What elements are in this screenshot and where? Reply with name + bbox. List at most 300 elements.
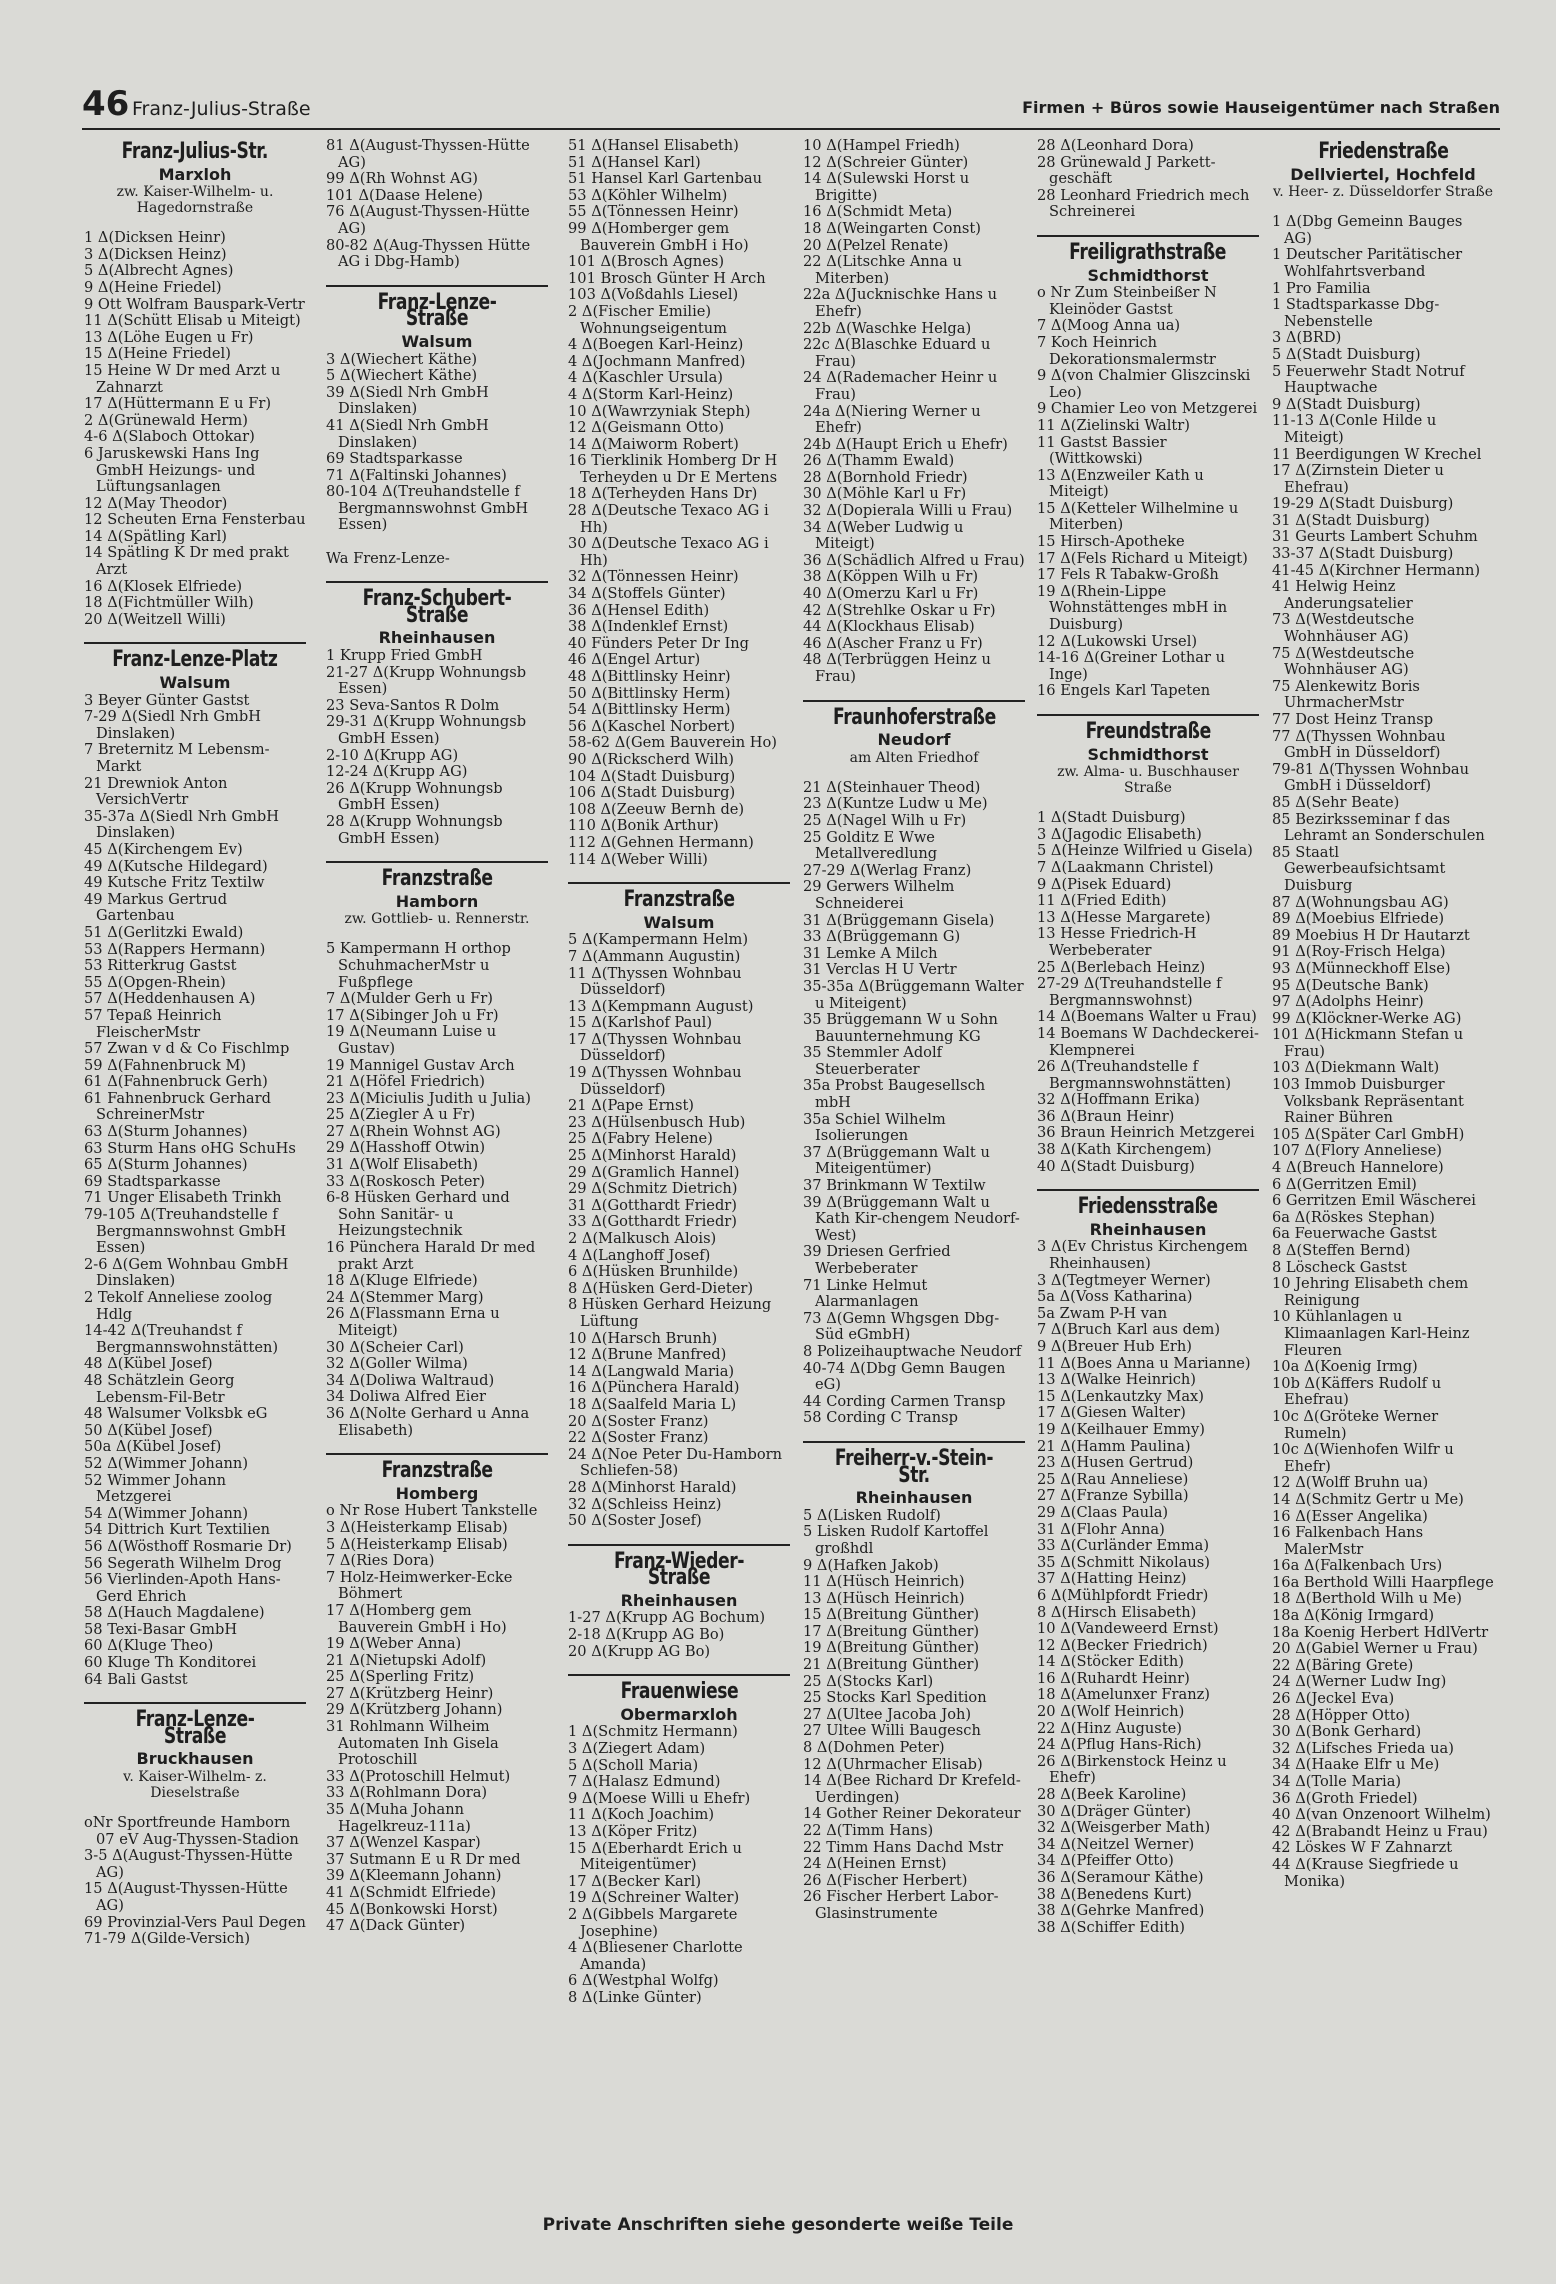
address-entry: 58 Texi-Basar GmbH — [84, 1620, 238, 1638]
address-entry: 22 Δ(Litschke Anna u Miterben) — [803, 253, 962, 287]
address-entry: 14 Boemans W Dachdeckerei-Klempnerei — [1037, 1024, 1259, 1059]
address-entry: 36 Δ(Groth Friedel) — [1272, 1789, 1418, 1807]
address-entry: 4 Δ(Breuch Hannelore) — [1272, 1159, 1444, 1177]
address-entry: 76 Δ(August-Thyssen-Hütte AG) — [326, 203, 530, 237]
address-entry: 32 Δ(Goller Wilma) — [326, 1355, 468, 1373]
address-entry: 12 Δ(Becker Friedrich) — [1037, 1636, 1208, 1654]
address-entry: 49 Δ(Kutsche Hildegard) — [84, 857, 268, 875]
address-entry: 6a Feuerwache Gastst — [1272, 1225, 1437, 1243]
address-entry: 3-5 Δ(August-Thyssen-Hütte AG) — [84, 1847, 293, 1881]
address-entry: 2 Δ(Malkusch Alois) — [568, 1230, 717, 1247]
address-entry: 34 Δ(Weber Ludwig u Miteigt) — [803, 518, 964, 553]
address-entry: 5 Δ(Wiechert Käthe) — [326, 367, 478, 385]
address-entry: 16 Δ(Schmidt Meta) — [803, 203, 953, 221]
street-heading — [84, 642, 306, 671]
address-entry: 15 Δ(Lenkautzky Max) — [1037, 1387, 1204, 1405]
address-entry: 77 Dost Heinz Transp — [1272, 711, 1434, 728]
address-entry: 21 Δ(Pape Ernst) — [568, 1097, 694, 1115]
address-entry: 107 Δ(Flory Anneliese) — [1272, 1142, 1442, 1160]
address-entry: 61 Fahnenbruck Gerhard SchreinerMstr — [84, 1089, 271, 1124]
address-entry: 5 Δ(Heinze Wilfried u Gisela) — [1037, 842, 1253, 860]
address-entry: 69 Stadtsparkasse — [326, 450, 463, 468]
street-name: Franz-Lenze-Platz — [112, 647, 278, 673]
address-entry: 26 Fischer Herbert Labor-Glasinstrumente — [803, 1888, 999, 1922]
address-entry: 3 Δ(Ziegert Adam) — [568, 1740, 706, 1758]
address-entry: 20 Δ(Weitzell Willi) — [84, 610, 226, 628]
address-entry: 91 Δ(Roy-Frisch Helga) — [1272, 943, 1446, 961]
street-range: v. Heer- z. Düsseldorfer Straße — [1272, 184, 1494, 201]
address-entry: 5 Δ(Albrecht Agnes) — [84, 262, 234, 280]
address-entry: 46 Δ(Engel Artur) — [568, 651, 701, 669]
address-entry: 40-74 Δ(Dbg Gemn Baugen eG) — [803, 1359, 1006, 1394]
address-entry: 49 Markus Gertrud Gartenbau — [84, 890, 228, 925]
address-entry: 1 Deutscher Paritätischer Wohlfahrtsverband — [1272, 246, 1463, 280]
address-entry: 4 Δ(Storm Karl-Heinz) — [568, 385, 734, 403]
address-entry: 44 Δ(Klockhaus Elisab) — [803, 618, 975, 636]
district-name: Schmidthorst — [1087, 265, 1209, 285]
address-entry: 17 Δ(Fels Richard u Miteigt) — [1037, 549, 1248, 567]
address-entry: 21 Δ(Hamm Paulina) — [1037, 1437, 1191, 1455]
address-entry: 6-8 Hüsken Gerhard und Sohn Sanitär- u Heizungstechnik — [326, 1189, 510, 1240]
address-entry: 7 Δ(Mulder Gerh u Fr) — [326, 990, 493, 1008]
address-entry: 18a Δ(König Irmgard) — [1272, 1607, 1435, 1625]
address-entry: 20 Δ(Gabiel Werner u Frau) — [1272, 1640, 1478, 1658]
address-entry: 101 Δ(Hickmann Stefan u Frau) — [1272, 1026, 1464, 1060]
address-entry: 40 Δ(Omerzu Karl u Fr) — [803, 585, 979, 603]
address-entry: 14 Δ(Bee Richard Dr Krefeld-Uerdingen) — [803, 1772, 1021, 1806]
address-entry: 51 Δ(Gerlitzki Ewald) — [84, 923, 244, 941]
address-entry: 22b Δ(Waschke Helga) — [803, 319, 972, 337]
district-name: Obermarxloh — [620, 1704, 738, 1724]
address-entry: 11 Δ(Hüsch Heinrich) — [803, 1573, 965, 1591]
address-entry: o Nr Rose Hubert Tankstelle — [326, 1502, 538, 1520]
address-entry: 3 Δ(BRD) — [1272, 329, 1342, 347]
address-entry: 89 Moebius H Dr Hautarzt — [1272, 926, 1470, 944]
address-entry: 30 Δ(Scheier Carl) — [326, 1338, 464, 1356]
district-name: Walsum — [401, 331, 473, 351]
address-entry: 37 Brinkmann W Textilw — [803, 1177, 986, 1195]
address-entry: 9 Δ(von Chalmier Gliszcinski Leo) — [1037, 367, 1251, 401]
address-entry: 21 Drewniok Anton VersichVertr — [84, 774, 228, 809]
address-entry: 12 Δ(Uhrmacher Elisab) — [803, 1755, 983, 1773]
address-entry: 8 Δ(Steffen Bernd) — [1272, 1242, 1411, 1259]
address-entry: 42 Δ(Brabandt Heinz u Frau) — [1272, 1822, 1488, 1840]
address-entry: 10a Δ(Koenig Irmg) — [1272, 1358, 1418, 1376]
address-entry: 24 Δ(Noe Peter Du-Hamborn Schliefen-58) — [568, 1445, 782, 1480]
address-entry: 15 Δ(Heine Friedel) — [84, 345, 231, 363]
address-entry: 35a Schiel Wilhelm Isolierungen — [803, 1110, 946, 1145]
address-entry: 6 Gerritzen Emil Wäscherei — [1272, 1192, 1476, 1210]
address-entry: 31 Rohlmann Wilheim Automaten Inh Gisela Protoschill — [326, 1718, 499, 1769]
address-entry: 11-13 Δ(Conle Hilde u Miteigt) — [1272, 412, 1437, 446]
address-entry: 71 Δ(Faltinski Johannes) — [326, 466, 507, 484]
address-entry: 16 Pünchera Harald Dr med prakt Arzt — [326, 1239, 536, 1273]
address-entry: 65 Δ(Sturm Johannes) — [84, 1156, 248, 1174]
column-5 — [1037, 138, 1259, 1936]
address-entry: 11 Δ(Fried Edith) — [1037, 892, 1167, 910]
address-entry: 108 Δ(Zeeuw Bernh de) — [568, 800, 745, 818]
address-entry: Wa Frenz-Lenze- — [326, 549, 450, 567]
address-entry: 63 Sturm Hans oHG SchuHs — [84, 1139, 296, 1157]
address-entry: 50 Δ(Bittlinsky Herm) — [568, 684, 731, 702]
address-entry: 35a Probst Baugesellsch mbH — [803, 1077, 986, 1112]
address-entry: 31 Δ(Flohr Anna) — [1037, 1520, 1165, 1538]
address-entry: 31 Δ(Gotthardt Friedr) — [568, 1196, 737, 1214]
address-entry: 12 Δ(Schreier Günter) — [803, 153, 969, 171]
address-entry: 29 Δ(Schmitz Dietrich) — [568, 1180, 738, 1198]
address-entry: 7 Holz-Heimwerker-Ecke Böhmert — [326, 1568, 513, 1603]
address-entry: 104 Δ(Stadt Duisburg) — [568, 767, 736, 785]
address-entry: 49 Kutsche Fritz Textilw — [84, 874, 265, 892]
address-entry: 8 Δ(Hirsch Elisabeth) — [1037, 1603, 1197, 1621]
address-entry: 33 Δ(Rohlmann Dora) — [326, 1784, 488, 1802]
address-entry: 35 Δ(Muha Johann Hagelkreuz-111a) — [326, 1801, 471, 1835]
address-entry: 4 Δ(Kaschler Ursula) — [568, 369, 723, 387]
district-name: Rheinhausen — [620, 1590, 738, 1610]
district-name: Bruckhausen — [136, 1749, 254, 1769]
street-name: Fraunhoferstraße — [832, 704, 996, 730]
address-entry: 54 Δ(Bittlinsky Herm) — [568, 701, 731, 719]
street-range: zw. Alma- u. Buschhauser Straße — [1057, 764, 1239, 797]
address-entry: 22a Δ(Jucknischke Hans u Ehefr) — [803, 286, 998, 320]
address-entry: 38 Δ(Köppen Wilh u Fr) — [803, 568, 979, 586]
address-entry: 2 Δ(Fischer Emilie) Wohnungseigentum — [568, 302, 728, 337]
address-entry: 31 Δ(Stadt Duisburg) — [1272, 511, 1430, 529]
street-heading — [326, 581, 548, 626]
address-entry: 8 Hüsken Gerhard Heizung Lüftung — [568, 1296, 772, 1330]
street-heading — [568, 882, 790, 911]
address-entry: 29 Δ(Claas Paula) — [1037, 1503, 1169, 1521]
address-entry: 21 Δ(Nietupski Adolf) — [326, 1651, 487, 1669]
address-entry: 93 Δ(Münneckhoff Else) — [1272, 959, 1451, 977]
address-entry: 16 Engels Karl Tapeten — [1037, 682, 1211, 700]
address-entry: 7 Δ(Ammann Augustin) — [568, 947, 741, 965]
address-entry: 17 Δ(Hüttermann E u Fr) — [84, 395, 272, 413]
address-entry: 79-105 Δ(Treuhandstelle f Bergmannswohnst GmbH Essen) — [84, 1206, 287, 1257]
address-entry: 103 Δ(Voßdahls Liesel) — [568, 286, 739, 304]
address-entry: 50 Δ(Soster Josef) — [568, 1512, 702, 1530]
address-entry: 28 Δ(Minhorst Harald) — [568, 1478, 737, 1496]
address-entry: 25 Δ(Stocks Karl) — [803, 1672, 934, 1690]
address-entry: 10 Δ(Wawrzyniak Steph) — [568, 402, 751, 420]
address-entry: 85 Staatl Gewerbeaufsichtsamt Duisburg — [1272, 843, 1446, 894]
address-entry: 5a Δ(Voss Katharina) — [1037, 1288, 1193, 1306]
address-entry: 10 Δ(Vandeweerd Ernst) — [1037, 1620, 1219, 1638]
address-entry: 75 Δ(Westdeutsche Wohnhäuser AG) — [1272, 644, 1415, 679]
address-entry: 36 Braun Heinrich Metzgerei — [1037, 1124, 1255, 1142]
address-entry: 14 Δ(Schmitz Gertr u Me) — [1272, 1490, 1464, 1508]
address-entry: 33 Δ(Protoschill Helmut) — [326, 1767, 511, 1785]
street-name: Friedenstraße — [1317, 139, 1449, 164]
address-entry: 103 Immob Duisburger Volksbank Repräsentant Rainer Bühren — [1272, 1076, 1464, 1127]
address-entry: 26 Δ(Fischer Herbert) — [803, 1871, 968, 1889]
address-entry: 9 Δ(Hafken Jakob) — [803, 1556, 939, 1574]
address-entry: 16 Δ(Pünchera Harald) — [568, 1379, 740, 1397]
street-name: Freundstraße — [1085, 719, 1211, 744]
address-entry: 7 Koch Heinrich Dekorationsmalermstr — [1037, 333, 1216, 368]
district-name: Walsum — [159, 673, 231, 693]
address-entry: 16 Δ(Ruhardt Heinr) — [1037, 1669, 1190, 1687]
address-entry: 23 Δ(Husen Gertrud) — [1037, 1454, 1194, 1472]
address-entry: 15 Δ(Breitung Günther) — [803, 1606, 980, 1624]
address-entry: 5 Lisken Rudolf Kartoffel großhdl — [803, 1523, 989, 1557]
address-entry: 14 Spätling K Dr med prakt Arzt — [84, 544, 289, 579]
address-entry: oNr Sportfreunde Hamborn 07 eV Aug-Thyssen-Stadion — [84, 1814, 299, 1848]
address-entry: 30 Δ(Deutsche Texaco AG i Hh) — [568, 535, 769, 569]
address-entry: 13 Hesse Friedrich-H Werbeberater — [1037, 925, 1197, 959]
address-entry: 46 Δ(Ascher Franz u Fr) — [803, 634, 983, 652]
address-entry: 33 Δ(Brüggemann G) — [803, 928, 961, 946]
address-entry: 26 Δ(Krupp Wohnungsb GmbH Essen) — [326, 779, 503, 814]
address-entry: 52 Δ(Wimmer Johann) — [84, 1454, 249, 1472]
address-entry: 38 Δ(Kath Kirchengem) — [1037, 1141, 1212, 1159]
address-entry: 39 Δ(Kleemann Johann) — [326, 1867, 502, 1885]
street-heading — [326, 861, 548, 890]
address-entry: 16a Δ(Falkenbach Urs) — [1272, 1557, 1443, 1575]
address-entry: 14 Δ(Boemans Walter u Frau) — [1037, 1008, 1257, 1026]
address-entry: 7 Δ(Bruch Karl aus dem) — [1037, 1321, 1221, 1339]
address-entry: 40 Δ(van Onzenoort Wilhelm) — [1272, 1806, 1491, 1824]
column-6 — [1272, 138, 1494, 1890]
district-name: Homberg — [395, 1483, 479, 1503]
address-entry: 32 Δ(Schleiss Heinz) — [568, 1495, 722, 1513]
address-entry: 14 Δ(Langwald Maria) — [568, 1362, 735, 1380]
address-entry: 89 Δ(Moebius Elfriede) — [1272, 910, 1445, 928]
address-entry: 16 Δ(Esser Angelika) — [1272, 1507, 1428, 1525]
address-entry: o Nr Zum Steinbeißer N Kleinöder Gastst — [1037, 284, 1217, 318]
address-entry: 85 Δ(Sehr Beate) — [1272, 793, 1400, 811]
address-entry: 7 Δ(Laakmann Christel) — [1037, 858, 1214, 876]
address-entry: 39 Driesen Gerfried Werbeberater — [803, 1243, 951, 1277]
address-entry: 97 Δ(Adolphs Heinr) — [1272, 993, 1424, 1011]
address-entry: 17 Fels R Tabakw-Großh — [1037, 566, 1219, 584]
address-entry: 80-82 Δ(Aug-Thyssen Hütte AG i Dbg-Hamb) — [326, 236, 531, 271]
address-entry: 51 Δ(Hansel Karl) — [568, 153, 701, 171]
address-entry: 15 Hirsch-Apotheke — [1037, 533, 1185, 551]
address-entry: 44 Cording Carmen Transp — [803, 1392, 1006, 1410]
address-entry: 18 Δ(Fichtmüller Wilh) — [84, 594, 254, 612]
address-entry: 34 Δ(Neitzel Werner) — [1037, 1835, 1195, 1853]
address-entry: 22 Δ(Bäring Grete) — [1272, 1656, 1414, 1674]
address-entry: 29 Δ(Hasshoff Otwin) — [326, 1139, 486, 1157]
address-entry: 4 Δ(Bliesener Charlotte Amanda) — [568, 1939, 743, 1973]
address-entry: 73 Δ(Westdeutsche Wohnhäuser AG) — [1272, 611, 1415, 646]
address-entry: 13 Δ(Walke Heinrich) — [1037, 1371, 1196, 1389]
address-entry: 87 Δ(Wohnungsbau AG) — [1272, 893, 1449, 911]
address-entry: 25 Golditz E Wwe Metallveredlung — [803, 828, 938, 863]
address-entry: 2-6 Δ(Gem Wohnbau GmbH Dinslaken) — [84, 1255, 289, 1290]
address-entry: 10 Kühlanlagen u Klimaanlagen Karl-Heinz Fleuren — [1272, 1308, 1470, 1359]
address-entry: 19 Δ(Neumann Luise u Gustav) — [326, 1023, 497, 1057]
address-entry: 37 Δ(Wenzel Kaspar) — [326, 1834, 481, 1852]
address-entry: 34 Δ(Pfeiffer Otto) — [1037, 1852, 1174, 1870]
address-entry: 37 Sutmann E u R Dr med — [326, 1850, 521, 1868]
address-entry: 7 Δ(Moog Anna ua) — [1037, 317, 1181, 335]
address-entry: 28 Δ(Beek Karoline) — [1037, 1786, 1187, 1804]
address-entry: 106 Δ(Stadt Duisburg) — [568, 784, 736, 802]
address-entry: 48 Δ(Kübel Josef) — [84, 1355, 213, 1373]
address-entry: 27 Δ(Ultee Jacoba Joh) — [803, 1705, 972, 1723]
address-entry: 14 Δ(Maiworm Robert) — [568, 435, 739, 453]
address-entry: 9 Chamier Leo von Metzgerei — [1037, 400, 1258, 418]
address-entry: 9 Δ(Heine Friedel) — [84, 278, 222, 296]
address-entry: 25 Δ(Sperling Fritz) — [326, 1668, 475, 1686]
address-entry: 16 Tierklinik Homberg Dr H Terheyden u Dr E Mertens — [568, 452, 778, 486]
address-entry: 53 Δ(Köhler Wilhelm) — [568, 186, 728, 204]
address-entry: 35 Stemmler Adolf Steuerberater — [803, 1044, 943, 1078]
address-entry: 28 Grünewald J Parkett-geschäft — [1037, 153, 1216, 188]
address-entry: 4 Δ(Langhoff Josef) — [568, 1246, 711, 1264]
address-entry: 56 Δ(Wösthoff Rosmarie Dr) — [84, 1537, 292, 1555]
address-entry: 9 Δ(Breuer Hub Erh) — [1037, 1338, 1192, 1355]
address-entry: 99 Δ(Klöckner-Werke AG) — [1272, 1009, 1462, 1027]
address-entry: 14 Gother Reiner Dekorateur — [803, 1805, 1021, 1823]
address-entry: 12 Δ(Geismann Otto) — [568, 419, 725, 437]
address-entry: 7-29 Δ(Siedl Nrh GmbH Dinslaken) — [84, 708, 261, 742]
address-entry: 12 Δ(Lukowski Ursel) — [1037, 632, 1198, 650]
address-entry: 11 Δ(Thyssen Wohnbau Düsseldorf) — [568, 964, 742, 999]
address-entry: 19 Δ(Thyssen Wohnbau Düsseldorf) — [568, 1064, 742, 1098]
address-entry: 22 Δ(Timm Hans) — [803, 1822, 934, 1839]
address-entry: 7 Breternitz M Lebensm-Markt — [84, 741, 270, 775]
address-entry: 18 Δ(Kluge Elfriede) — [326, 1272, 478, 1290]
address-entry: 18 Δ(Saalfeld Maria L) — [568, 1395, 737, 1413]
street-heading — [568, 1674, 790, 1703]
address-entry: 1 Pro Familia — [1272, 279, 1371, 297]
address-entry: 28 Δ(Deutsche Texaco AG i Hh) — [568, 502, 769, 536]
address-entry: 36 Δ(Nolte Gerhard u Anna Elisabeth) — [326, 1404, 530, 1439]
address-entry: 10 Δ(Hampel Friedh) — [803, 137, 960, 154]
address-entry: 11 Δ(Boes Anna u Marianne) — [1037, 1354, 1251, 1372]
address-entry: 19 Δ(Rhein-Lippe Wohnstättenges mbH in Duisburg) — [1037, 582, 1228, 634]
street-name: Freiligrathstraße — [1069, 239, 1227, 265]
page-number: 46 — [82, 84, 130, 124]
street-range: zw. Kaiser-Wilhelm- u. Hagedornstraße — [116, 184, 274, 217]
address-entry: 101 Δ(Brosch Agnes) — [568, 253, 725, 271]
column-1 — [84, 138, 306, 1948]
address-entry: 85 Bezirksseminar f das Lehramt an Sonderschulen — [1272, 810, 1485, 845]
address-entry: 29 Δ(Krützberg Johann) — [326, 1701, 503, 1719]
address-entry: 56 Segerath Wilhelm Drog — [84, 1554, 282, 1572]
address-entry: 64 Bali Gastst — [84, 1670, 188, 1688]
address-entry: 42 Löskes W F Zahnarzt — [1272, 1839, 1453, 1857]
address-entry: 1-27 Δ(Krupp AG Bochum) — [568, 1609, 766, 1627]
address-entry: 34 Δ(Haake Elfr u Me) — [1272, 1756, 1440, 1774]
address-entry: 10 Δ(Harsch Brunh) — [568, 1329, 718, 1347]
address-entry: 58 Δ(Hauch Magdalene) — [84, 1604, 265, 1622]
address-entry: 17 Δ(Becker Karl) — [568, 1872, 702, 1890]
address-entry: 15 Δ(Karlshof Paul) — [568, 1014, 713, 1032]
address-entry: 6 Δ(Gerritzen Emil) — [1272, 1175, 1417, 1193]
street-range: v. Kaiser-Wilhelm- z. Dieselstraße — [123, 1769, 267, 1802]
address-entry: 101 Δ(Daase Helene) — [326, 186, 483, 204]
address-entry: 24 Δ(Stemmer Marg) — [326, 1288, 484, 1306]
address-entry: 21 Δ(Steinhauer Theod) — [803, 778, 981, 796]
address-entry: 54 Δ(Wimmer Johann) — [84, 1504, 249, 1522]
street-name: Franz-Lenze-Straße — [377, 289, 497, 332]
address-entry: 99 Δ(Homberger gem Bauverein GmbH i Ho) — [568, 219, 749, 254]
address-entry: 14 Δ(Stöcker Edith) — [1037, 1653, 1184, 1671]
address-entry: 71-79 Δ(Gilde-Versich) — [84, 1930, 251, 1948]
address-entry: 25 Δ(Ziegler A u Fr) — [326, 1106, 476, 1124]
street-heading — [84, 139, 306, 164]
address-entry: 24a Δ(Niering Werner u Ehefr) — [803, 402, 981, 437]
address-entry: 35-35a Δ(Brüggemann Walter u Miteigent) — [803, 977, 1024, 1012]
street-heading — [1037, 235, 1259, 264]
address-entry: 19-29 Δ(Stadt Duisburg) — [1272, 495, 1454, 513]
street-range: zw. Gottlieb- u. Rennerstr. — [344, 911, 530, 928]
address-entry: 15 Heine W Dr med Arzt u Zahnarzt — [84, 361, 281, 396]
address-entry: 16a Berthold Willi Haarpflege — [1272, 1573, 1494, 1591]
address-entry: 6 Δ(Mühlpfordt Friedr) — [1037, 1586, 1209, 1604]
address-entry: 103 Δ(Diekmann Walt) — [1272, 1059, 1440, 1077]
address-entry: 11 Gastst Bassier (Wittkowski) — [1037, 433, 1167, 468]
district-name: Hamborn — [395, 891, 479, 911]
address-entry: 59 Δ(Fahnenbruck M) — [84, 1056, 247, 1074]
address-entry: 24 Δ(Werner Ludw Ing) — [1272, 1673, 1447, 1691]
address-entry: 32 Δ(Lifsches Frieda ua) — [1272, 1739, 1454, 1757]
address-entry: 41 Helwig Heinz Anderungsatelier — [1272, 578, 1413, 612]
address-entry: 45 Δ(Bonkowski Horst) — [326, 1900, 498, 1918]
address-entry: 57 Zwan v d & Co Fischlmp — [84, 1040, 290, 1058]
address-entry: 42 Δ(Strehlke Oskar u Fr) — [803, 601, 996, 619]
street-name: Franzstraße — [381, 1458, 493, 1484]
address-entry: 22 Δ(Soster Franz) — [568, 1429, 709, 1447]
address-entry: 25 Δ(Minhorst Harald) — [568, 1147, 737, 1165]
address-entry: 51 Hansel Karl Gartenbau — [568, 170, 763, 188]
address-entry: 14 Δ(Spätling Karl) — [84, 527, 228, 545]
address-entry: 56 Vierlinden-Apoth Hans-Gerd Ehrich — [84, 1571, 281, 1605]
address-entry: 12-24 Δ(Krupp AG) — [326, 763, 468, 781]
address-entry: 9 Δ(Stadt Duisburg) — [1272, 395, 1421, 413]
address-entry: 1 Δ(Dicksen Heinr) — [84, 229, 226, 247]
address-entry: 31 Verclas H U Vertr — [803, 961, 957, 979]
address-entry: 5a Zwam P-H van — [1037, 1304, 1168, 1322]
address-entry: 101 Brosch Günter H Arch — [568, 269, 766, 287]
address-entry: 58-62 Δ(Gem Bauverein Ho) — [568, 734, 777, 752]
address-entry: 34 Δ(Stoffels Günter) — [568, 585, 726, 603]
address-entry: 50 Δ(Kübel Josef) — [84, 1421, 213, 1439]
address-entry: 28 Δ(Bornhold Friedr) — [803, 468, 968, 486]
address-entry: 13 Δ(Hüsch Heinrich) — [803, 1589, 965, 1607]
address-entry: 24 Δ(Heinen Ernst) — [803, 1855, 947, 1873]
address-entry: 53 Δ(Rappers Hermann) — [84, 940, 266, 958]
address-entry: 4-6 Δ(Slaboch Ottokar) — [84, 428, 255, 446]
address-entry: 51 Δ(Hansel Elisabeth) — [568, 137, 739, 154]
address-entry: 9 Ott Wolfram Bauspark-Vertr — [84, 295, 305, 313]
address-entry: 1 Δ(Schmitz Hermann) — [568, 1723, 738, 1741]
address-entry: 20 Δ(Wolf Heinrich) — [1037, 1703, 1185, 1721]
address-entry: 19 Mannigel Gustav Arch — [326, 1056, 515, 1074]
address-entry: 18 Δ(Amelunxer Franz) — [1037, 1686, 1210, 1704]
address-entry: 55 Δ(Tönnessen Heinr) — [568, 203, 739, 221]
address-entry: 48 Δ(Bittlinsky Heinr) — [568, 668, 731, 685]
address-entry: 77 Δ(Thyssen Wohnbau GmbH in Düsseldorf) — [1272, 727, 1446, 762]
district-name: Schmidthorst — [1087, 744, 1209, 764]
address-entry: 11 Beerdigungen W Krechel — [1272, 445, 1482, 463]
address-entry: 34 Δ(Doliwa Waltraud) — [326, 1371, 495, 1389]
address-entry: 90 Δ(Rickscherd Wilh) — [568, 750, 734, 768]
district-name: Dellviertel, Hochfeld — [1290, 164, 1476, 184]
address-entry: 29 Δ(Gramlich Hannel) — [568, 1163, 740, 1181]
address-entry: 7 Δ(Halasz Edmund) — [568, 1773, 721, 1791]
address-entry: 14-16 Δ(Greiner Lothar u Inge) — [1037, 649, 1225, 683]
address-entry: 27 Δ(Rhein Wohnst AG) — [326, 1122, 501, 1140]
address-entry: 5 Feuerwehr Stadt Notruf Hauptwache — [1272, 362, 1465, 397]
address-entry: 30 Δ(Dräger Günter) — [1037, 1802, 1192, 1820]
address-entry: 6 Jaruskewski Hans Ing GmbH Heizungs- und Lüftungsanlagen — [84, 444, 260, 496]
address-entry: 69 Stadtsparkasse — [84, 1172, 221, 1190]
